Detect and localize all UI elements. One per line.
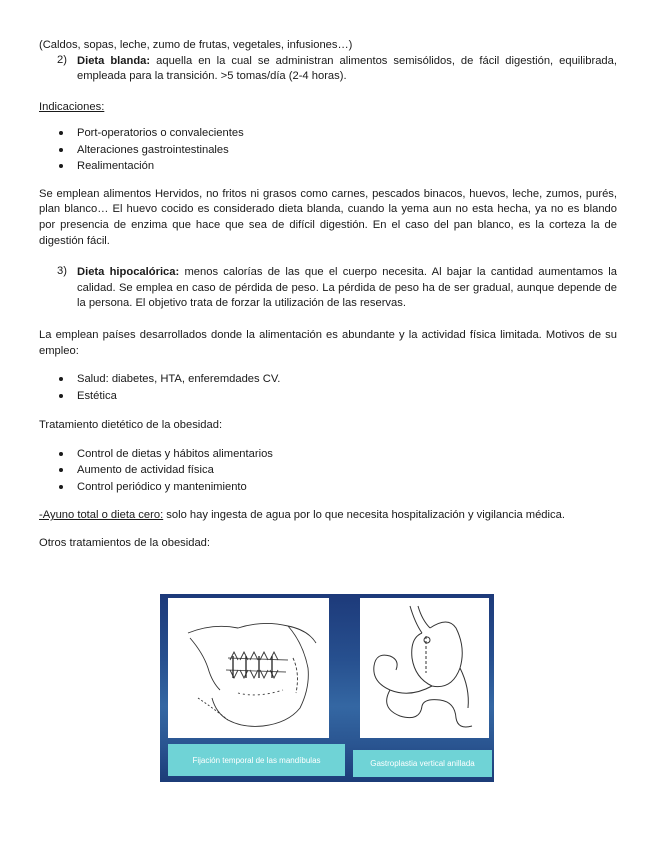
tratamiento-list xyxy=(39,446,617,496)
caption-gastroplasty: Gastroplastia vertical anillada xyxy=(353,750,492,777)
list-item: Salud: diabetes, HTA, enferemdades CV. xyxy=(39,371,617,388)
list-item: Realimentación xyxy=(39,158,617,175)
list-item: Control periódico y mantenimiento xyxy=(39,479,617,496)
ayuno-text: solo hay ingesta de agua por lo que necesita hospitalización y vigilancia médica. xyxy=(163,509,565,522)
gastroplasty-illustration xyxy=(360,598,489,738)
list-item: Port-operatorios o convalecientes xyxy=(39,125,617,142)
paragraph-dieta-blanda: Se emplean alimentos Hervidos, no fritos ni grasos como carnes, pescados binacos, huevos, leche, zumos, purés, plan blanco… El huevo cocido es considerado dieta blanda, cuando la yema aun no esta hecha, ya no es blando por presencia de enzima que hace que sea de difícil digestión. En el caso del pan blanco, es la corteza la de digestión fácil. xyxy=(39,187,617,247)
item-title: Dieta hipocalórica: xyxy=(77,266,180,279)
caption-jaw-fixation: Fijación temporal de las mandíbulas xyxy=(168,744,345,776)
item-text: menos calorías de las que el cuerpo necesita. Al bajar la cantidad aumentamos la calidad. Se emplea en caso de pérdida de peso. La pérdida de peso ha de ser gradual, aunque depende de la persona. El objetivo trata de forzar la utilización de las reservas. xyxy=(77,266,618,310)
jaw-fixation-illustration xyxy=(168,598,329,738)
list-item: Alteraciones gastrointestinales xyxy=(39,142,617,159)
otros-heading: Otros tratamientos de la obesidad: xyxy=(39,536,211,549)
stomach-drawing-icon xyxy=(360,598,489,738)
paragraph-paises: La emplean países desarrollados donde la alimentación es abundante y la actividad física limitada. Motivos de su empleo: xyxy=(39,329,617,357)
list-number: 3) xyxy=(57,265,67,278)
jaw-drawing-icon xyxy=(168,598,329,738)
list-item: Aumento de actividad física xyxy=(39,462,617,479)
indicaciones-heading: Indicaciones: xyxy=(39,100,105,113)
treatments-figure xyxy=(160,594,494,782)
tratamiento-heading: Tratamiento dietético de la obesidad: xyxy=(39,419,223,432)
list-item-dieta-hipocalorica xyxy=(39,265,617,312)
list-item: Estética xyxy=(39,388,617,405)
ayuno-paragraph xyxy=(39,508,617,524)
item-title: Dieta blanda: xyxy=(77,54,151,67)
indicaciones-list xyxy=(39,125,617,175)
list-number: 2) xyxy=(57,53,67,66)
list-item: Control de dietas y hábitos alimentarios xyxy=(39,446,617,463)
document-page xyxy=(39,38,617,552)
ayuno-label: -Ayuno total o dieta cero: xyxy=(39,509,164,522)
list-item-dieta-blanda xyxy=(39,54,617,85)
item-text: aquella en la cual se administran alimentos semisólidos, de fácil digestión, equilibrada, empleada para la transición. >5 tomas/día (2-4 horas). xyxy=(77,54,617,83)
intro-line: (Caldos, sopas, leche, zumo de frutas, vegetales, infusiones…) xyxy=(39,39,353,51)
motivos-list xyxy=(39,371,617,404)
